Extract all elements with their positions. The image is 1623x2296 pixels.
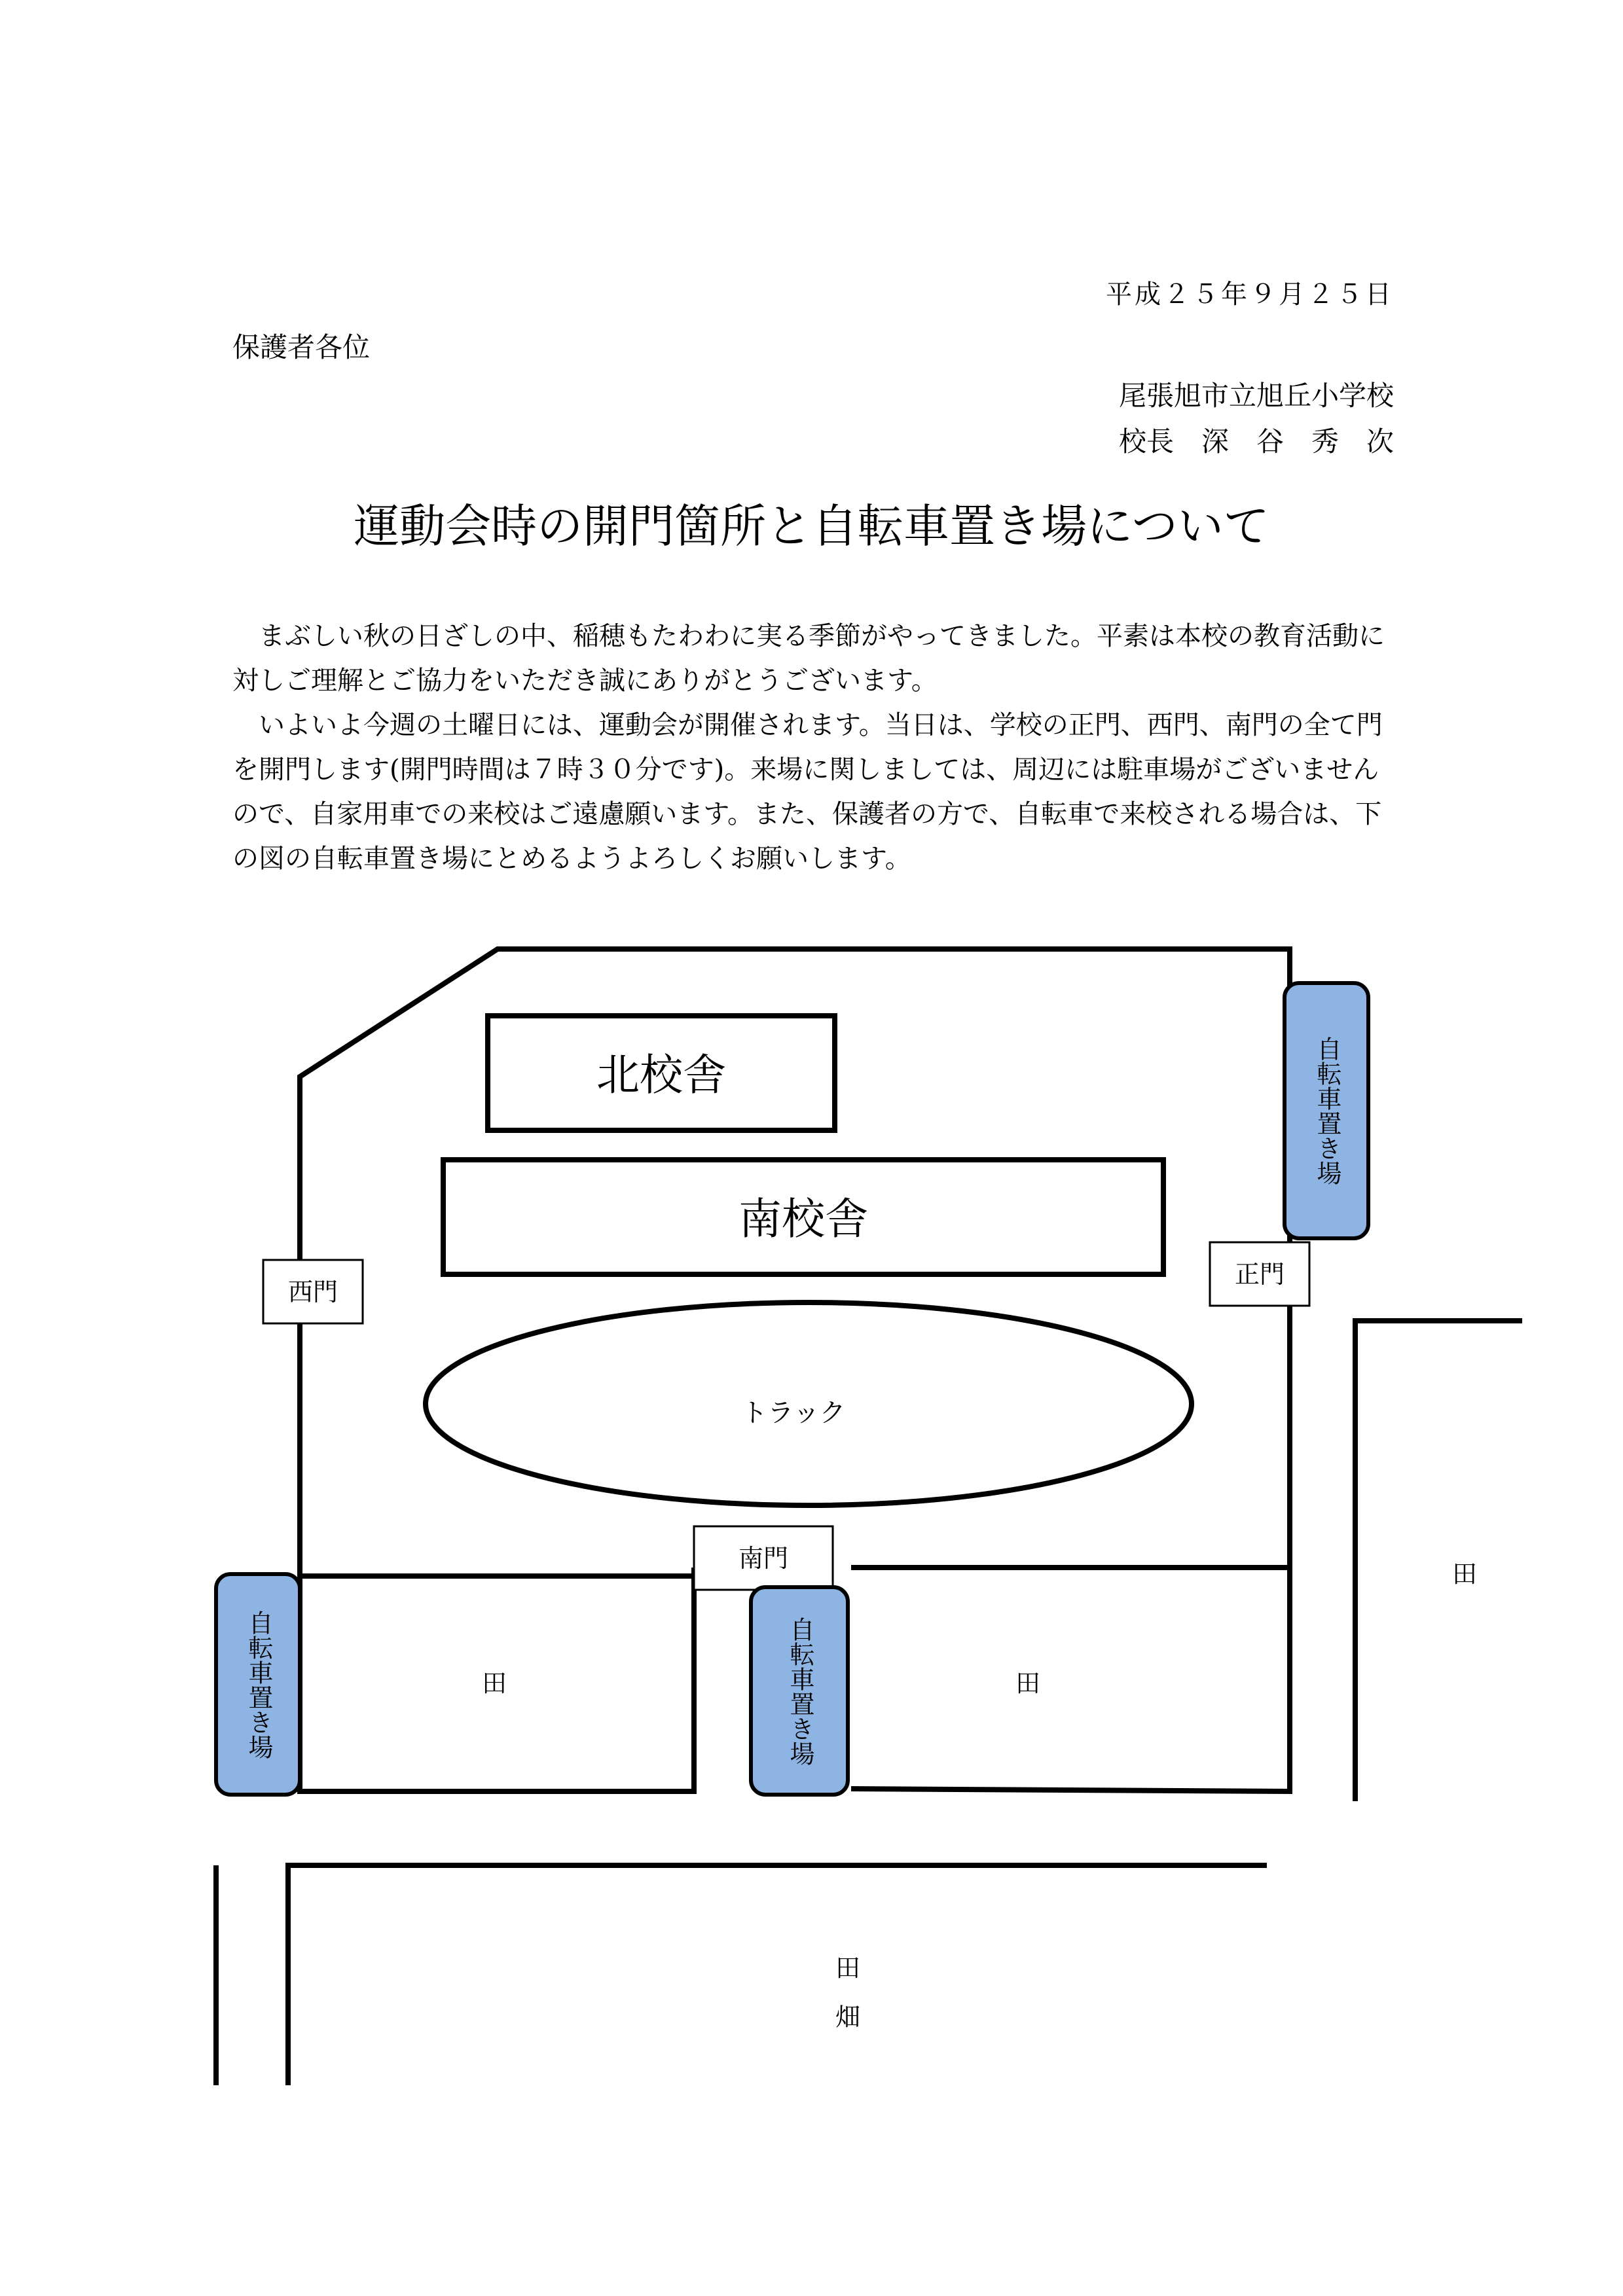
bike-parking-west-label: 自転車置き場 (244, 1609, 273, 1759)
west-gate-label: 西門 (287, 1278, 338, 1306)
document-title: 運動会時の開門箇所と自転車置き場について (354, 499, 1269, 553)
field-label-right: 田 (1015, 1669, 1041, 1698)
date: 平成２５年９月２５日 (1106, 279, 1394, 310)
bike-parking-east-label: 自転車置き場 (1312, 1036, 1341, 1185)
field-label-left: 田 (481, 1669, 507, 1698)
paragraph-2: いよいよ今週の土曜日には、運動会が開催されます。当日は、学校の正門、西門、南門の全て門を開門します(開門時間は７時３０分です)。来場に関しましては、周辺には駐車場がございませんので、自家用車での来校はご遠慮願います。また、保護者の方で、自転車で来校される場合は、下の図の自転車置き場にとめるようよろしくお願いします。 (232, 710, 1383, 874)
field-label-south: 田 (835, 1954, 861, 1982)
south-road (288, 1865, 1267, 2085)
field-right-border (851, 1568, 1290, 1791)
track-label: トラック (741, 1398, 846, 1428)
paragraph-1: まぶしい秋の日ざしの中、稲穂もたわわに実る季節がやってきました。平素は本校の教育活動に対しご理解とご協力をいただき誠にありがとうございます。 (232, 621, 1385, 696)
bike-parking-south-label: 自転車置き場 (785, 1616, 814, 1766)
farm-label-south: 畑 (835, 2003, 861, 2032)
south-gate-label: 南門 (738, 1544, 789, 1573)
field-label-east: 田 (1451, 1560, 1478, 1588)
main-gate-label: 正門 (1234, 1260, 1285, 1289)
school-boundary (300, 949, 1290, 1568)
recipient: 保護者各位 (232, 331, 371, 363)
east-road (1355, 1321, 1522, 1801)
south-building-label: 南校舎 (739, 1194, 868, 1244)
school-name: 尾張旭市立旭丘小学校 (1118, 380, 1394, 412)
principal-name: 校長 深 谷 秀 次 (1118, 425, 1394, 457)
north-building-label: 北校舎 (596, 1050, 726, 1100)
